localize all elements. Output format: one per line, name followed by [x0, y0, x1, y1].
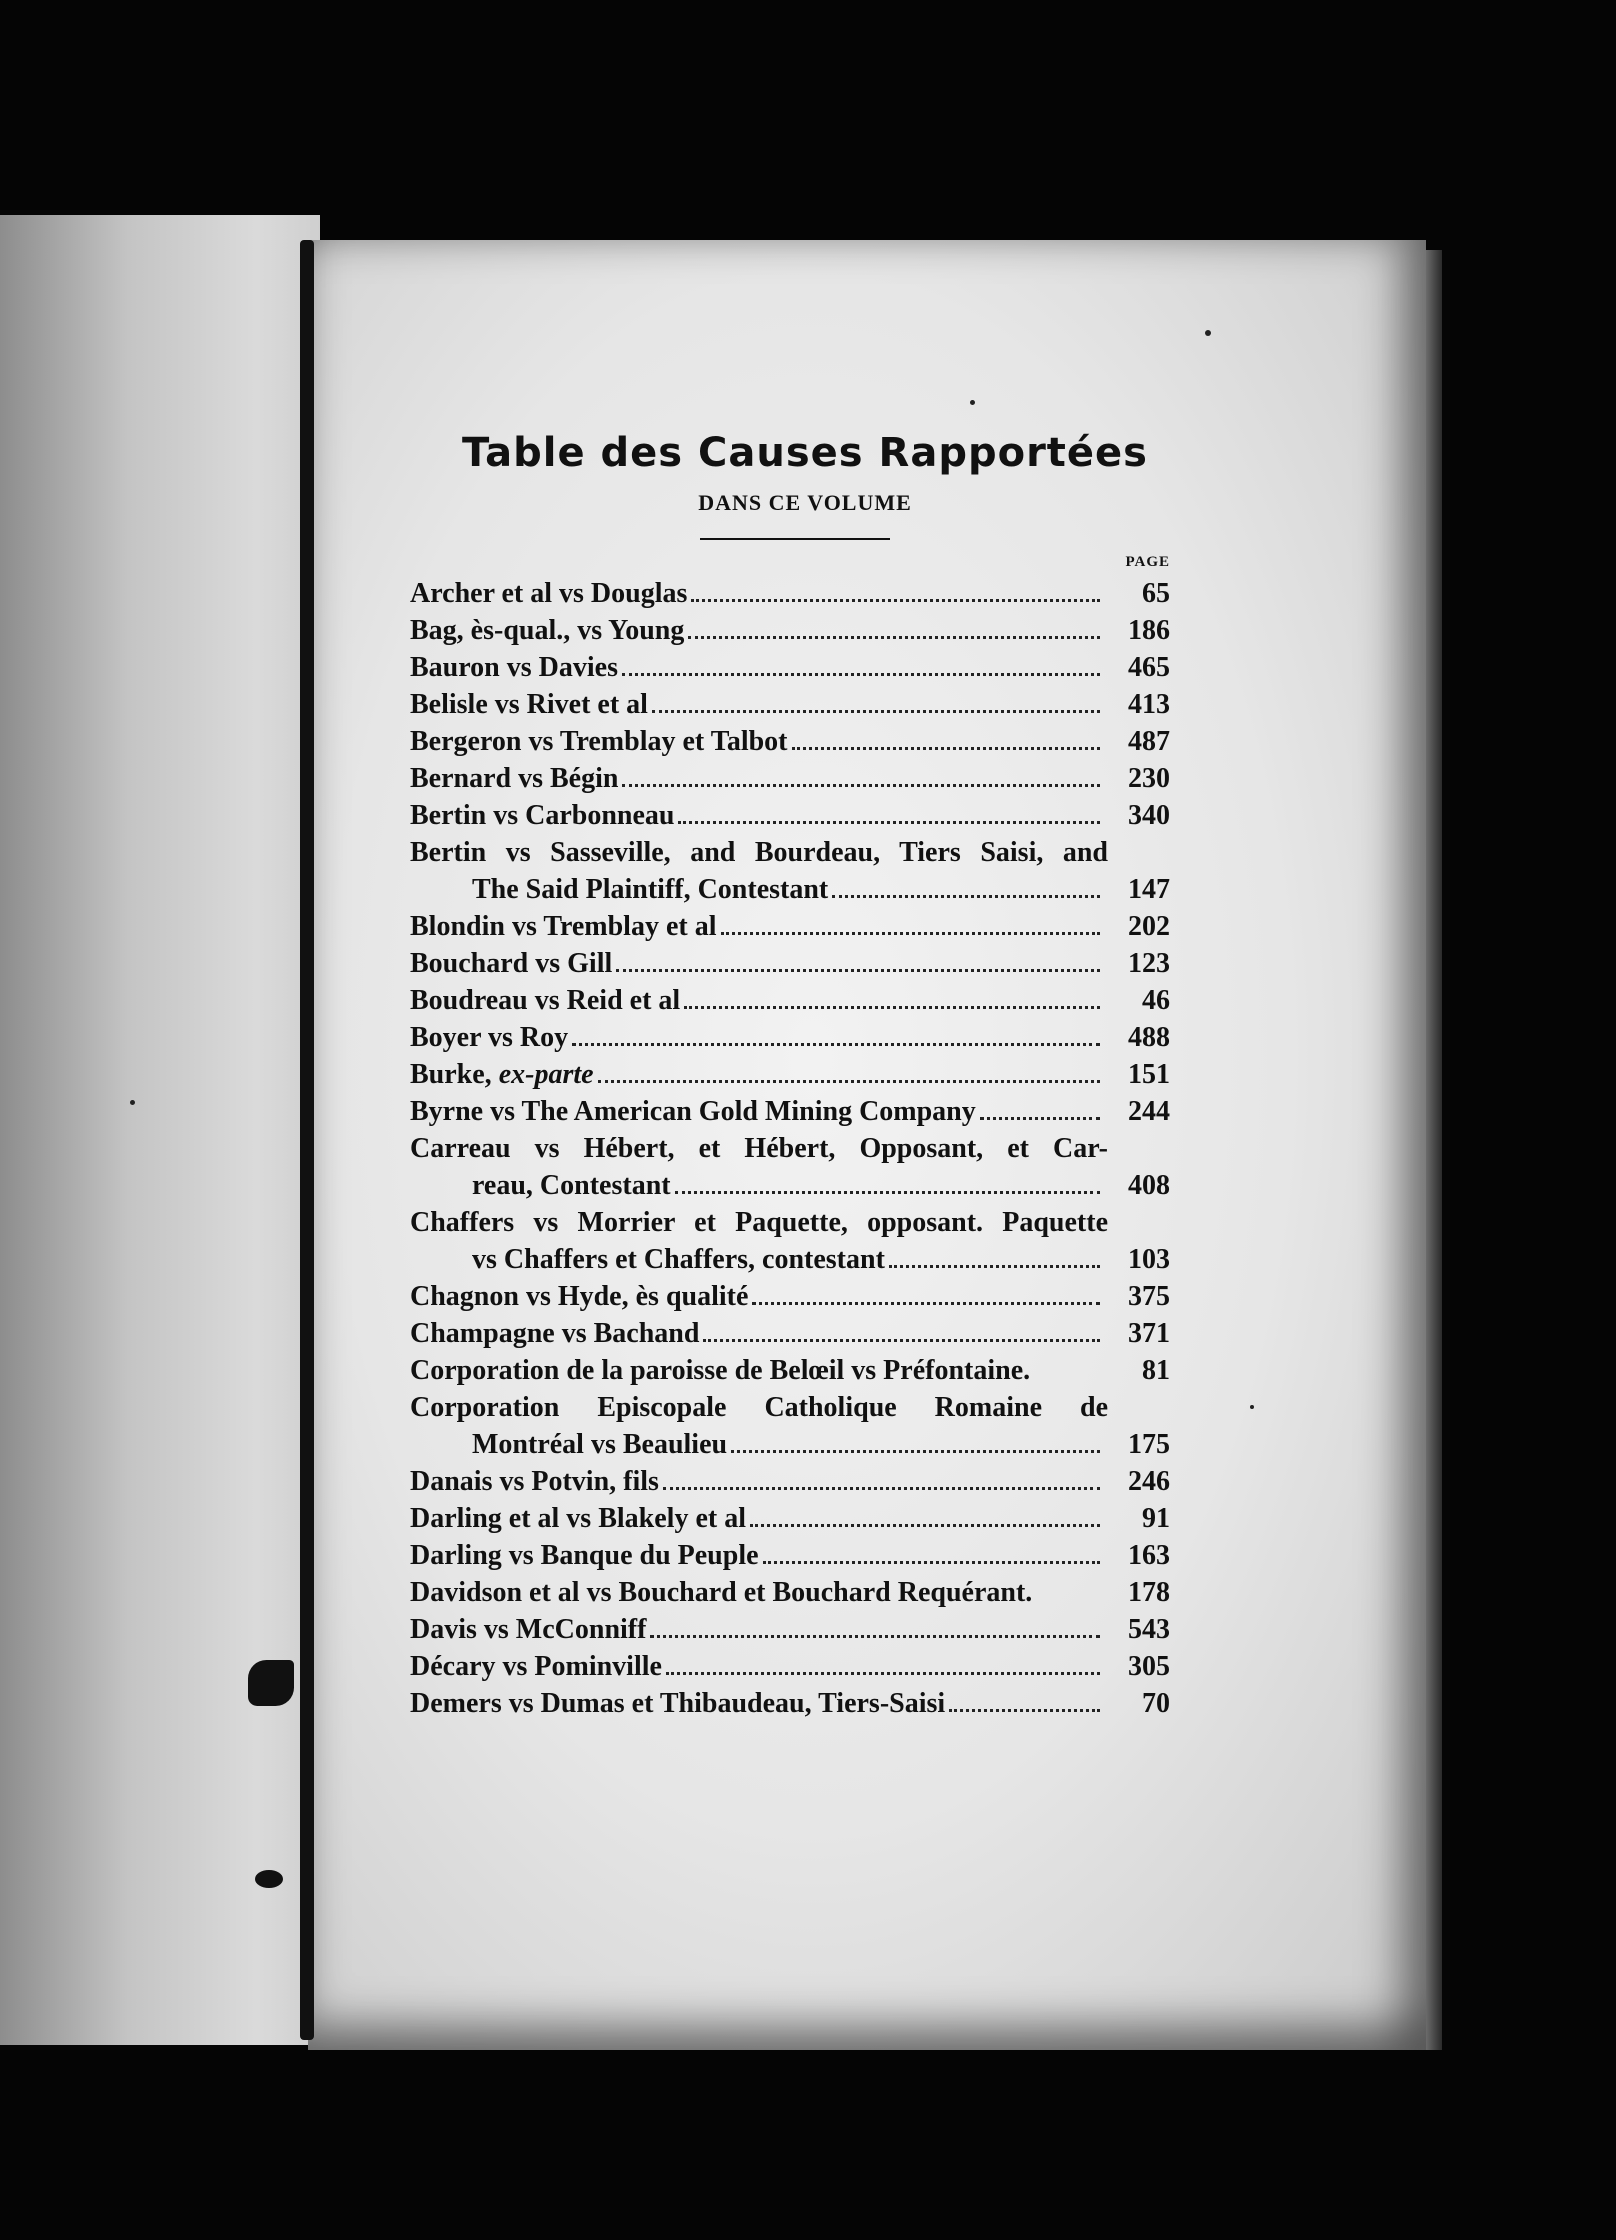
paper-speck	[130, 1100, 135, 1105]
list-item	[410, 575, 1170, 612]
binding-mark	[255, 1870, 283, 1888]
list-item	[410, 834, 1170, 908]
list-item	[410, 982, 1170, 1019]
page-number: 488	[1128, 1022, 1170, 1053]
case-name: Chagnon vs Hyde, ès qualité	[410, 1281, 749, 1312]
list-item	[410, 1130, 1170, 1204]
page-title: Table des Causes Rapportées	[462, 430, 1148, 476]
list-item	[410, 797, 1170, 834]
case-name-line1: Chaffers vs Morrier et Paquette, opposant. Paquette	[410, 1207, 1108, 1238]
page-number: 487	[1128, 726, 1170, 757]
case-name: Corporation de la paroisse de Belœil vs Préfontaine.	[410, 1355, 1031, 1386]
list-item	[410, 1019, 1170, 1056]
page-number: 91	[1142, 1503, 1170, 1534]
list-item	[410, 649, 1170, 686]
list-item	[410, 723, 1170, 760]
page-number: 371	[1128, 1318, 1170, 1349]
case-name: Bauron vs Davies	[410, 652, 618, 683]
page-number: 202	[1128, 911, 1170, 942]
case-name-line2: The Said Plaintiff, Contestant	[472, 874, 829, 905]
list-item	[410, 908, 1170, 945]
case-name: Danais vs Potvin, fils	[410, 1466, 659, 1497]
case-name: Blondin vs Tremblay et al	[410, 911, 717, 942]
page-number: 46	[1142, 985, 1170, 1016]
list-item	[410, 1537, 1170, 1574]
binding-fold	[300, 240, 314, 2040]
case-name-line1: Corporation Episcopale Catholique Romaine de	[410, 1392, 1108, 1423]
page-number: 70	[1142, 1688, 1170, 1719]
case-name: Bernard vs Bégin	[410, 763, 619, 794]
list-item	[410, 1574, 1170, 1611]
page-number: 151	[1128, 1059, 1170, 1090]
case-name-line1: Bertin vs Sasseville, and Bourdeau, Tiers Saisi, and	[410, 837, 1108, 868]
list-item	[410, 612, 1170, 649]
case-name: Belisle vs Rivet et al	[410, 689, 648, 720]
page-number: 163	[1128, 1540, 1170, 1571]
list-item	[410, 945, 1170, 982]
list-item	[410, 1611, 1170, 1648]
case-name-line1: Carreau vs Hébert, et Hébert, Opposant, et Car-	[410, 1133, 1108, 1164]
case-name: Demers vs Dumas et Thibaudeau, Tiers-Saisi	[410, 1688, 946, 1719]
case-name: Bouchard vs Gill	[410, 948, 613, 979]
page-number: 65	[1142, 578, 1170, 609]
page-number: 340	[1128, 800, 1170, 831]
page-number: 103	[1128, 1244, 1170, 1275]
page-number: 305	[1128, 1651, 1170, 1682]
left-page	[0, 215, 320, 2045]
paper-speck	[1250, 1405, 1254, 1409]
page-number: 186	[1128, 615, 1170, 646]
case-name: Champagne vs Bachand	[410, 1318, 700, 1349]
list-item	[410, 1463, 1170, 1500]
list-item	[410, 686, 1170, 723]
page-subtitle: DANS CE VOLUME	[698, 490, 912, 515]
case-name: Burke, ex-parte	[410, 1059, 594, 1090]
paper-speck	[1205, 330, 1211, 336]
list-item	[410, 1352, 1170, 1389]
title-rule	[700, 538, 890, 540]
case-name: Byrne vs The American Gold Mining Company	[410, 1096, 976, 1127]
case-name: Davis vs McConniff	[410, 1614, 647, 1645]
list-item	[410, 1315, 1170, 1352]
case-name: Boudreau vs Reid et al	[410, 985, 681, 1016]
page-number: 543	[1128, 1614, 1170, 1645]
case-name: Décary vs Pominville	[410, 1651, 662, 1682]
case-name: Archer et al vs Douglas	[410, 578, 688, 609]
page-number: 178	[1128, 1577, 1170, 1608]
table-of-cases	[410, 430, 1170, 1722]
list-item	[410, 1093, 1170, 1130]
list-item	[410, 1685, 1170, 1722]
case-name: Bag, ès-qual., vs Young	[410, 615, 685, 646]
page-number: 408	[1128, 1170, 1170, 1201]
case-name: Boyer vs Roy	[410, 1022, 569, 1053]
paper-speck	[970, 400, 975, 405]
page-number: 123	[1128, 948, 1170, 979]
page-number: 175	[1128, 1429, 1170, 1460]
list-item	[410, 1389, 1170, 1463]
case-name: Bergeron vs Tremblay et Talbot	[410, 726, 788, 757]
list-item	[410, 1204, 1170, 1278]
case-name-line2: reau, Contestant	[472, 1170, 671, 1201]
list-item	[410, 760, 1170, 797]
case-name-line2: vs Chaffers et Chaffers, contestant	[472, 1244, 885, 1275]
page-number: 244	[1128, 1096, 1170, 1127]
case-name-line2: Montréal vs Beaulieu	[472, 1429, 728, 1460]
list-item	[410, 1648, 1170, 1685]
case-name: Davidson et al vs Bouchard et Bouchard Requérant.	[410, 1577, 1033, 1608]
page-number: 375	[1128, 1281, 1170, 1312]
case-name: Darling et al vs Blakely et al	[410, 1503, 746, 1534]
binding-tear	[248, 1660, 294, 1706]
page-number: 230	[1128, 763, 1170, 794]
page-edge	[1426, 250, 1442, 2050]
list-item	[410, 1278, 1170, 1315]
page-column-header: PAGE	[1125, 554, 1170, 570]
page-number: 246	[1128, 1466, 1170, 1497]
page-number: 465	[1128, 652, 1170, 683]
list-item	[410, 1500, 1170, 1537]
case-name: Darling vs Banque du Peuple	[410, 1540, 759, 1571]
list-item	[410, 1056, 1170, 1093]
page-number: 81	[1142, 1355, 1170, 1386]
page-number: 413	[1128, 689, 1170, 720]
page-number: 147	[1128, 874, 1170, 905]
case-name: Bertin vs Carbonneau	[410, 800, 675, 831]
